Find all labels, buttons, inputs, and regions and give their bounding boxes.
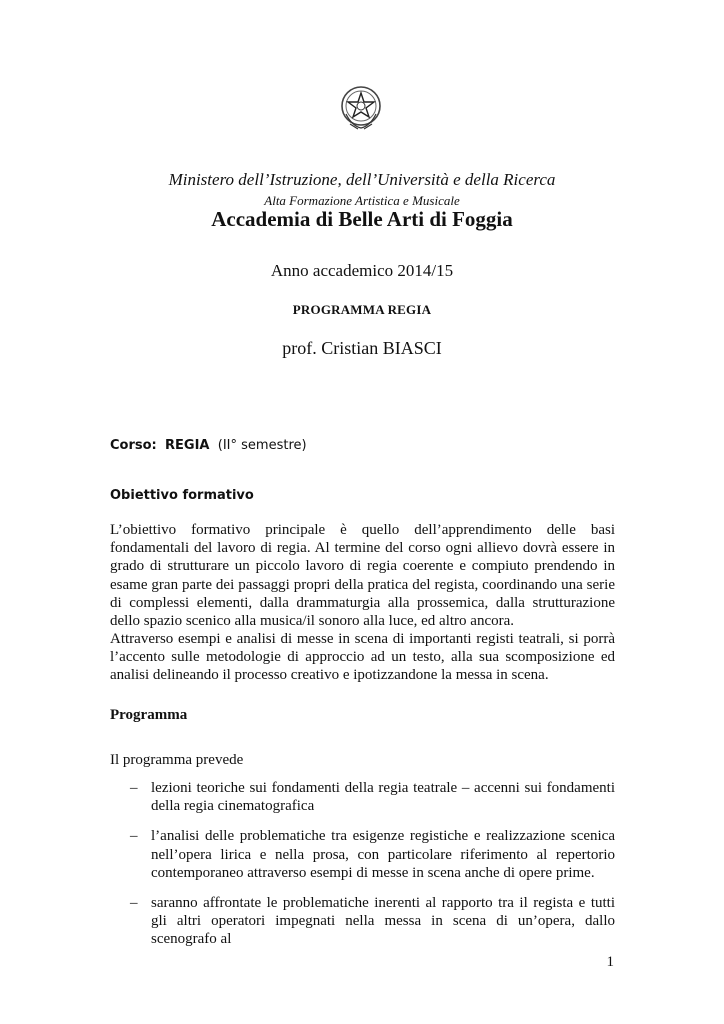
programma-heading: Programma [110,707,188,723]
programma-list [110,779,615,961]
objective-heading: Obiettivo formativo [110,488,254,503]
institution-subtitle: Alta Formazione Artistica e Musicale [264,193,460,208]
page-number: 1 [606,954,614,970]
list-item [110,827,615,882]
professor-name: prof. Cristian BIASCI [282,338,442,358]
course-name: REGIA [165,438,210,453]
bullet-dash: – [130,828,138,845]
list-item-text: l’analisi delle problematiche tra esigenze registiche e realizzazione scenica nell’opera lirica e nella prosa, con particolare riferimento al repertorio contemporaneo attraverso esempi di messe in scena anche di opere prime. [151,828,615,881]
bullet-dash: – [130,895,138,912]
list-item [110,894,615,949]
academic-year: Anno accademico 2014/15 [270,261,454,280]
course-semester: (II° semestre) [217,438,307,453]
list-item [110,779,615,815]
ministry-name: Ministero dell’Istruzione, dell’Università e della Ricerca [168,170,556,189]
programma-intro: Il programma prevede [110,752,244,768]
program-title: PROGRAMMA REGIA [292,302,432,317]
academy-title: Accademia di Belle Arti di Foggia [211,207,513,231]
emblem-icon [338,84,384,132]
objective-paragraph-2: Attraverso esempi e analisi di messe in scena di importanti registi teatrali, si porrà l’accento sulle metodologie di approccio ad un testo, alla sua scomposizione ed analisi delineando il processo creativo e ipotizzandone la messa in scena. [110,631,615,684]
list-item-text: lezioni teoriche sui fondamenti della regia teatrale – accenni sui fondamenti della regia cinematografica [151,780,615,815]
objective-paragraph-1: L’obiettivo formativo principale è quello dell’apprendimento delle basi fondamentali del lavoro di regia. Al termine del corso ogni allievo dovrà essere in grado di strutturare un piccolo lavoro di regia coerente e compiuto prendendo in esame gran parte dei passaggi propri della pratica del regista, coordinando una serie di complessi elementi, dalla drammaturgia alla prossemica, dalla strutturazione dello spazio scenico alla musica/il sonoro alla luce, ed altro ancora. [110,522,615,630]
list-item-text: saranno affrontate le problematiche inerenti al rapporto tra il regista e tutti gli altri operatori impegnati nella messa in scena di un’opera, dallo scenografo al [151,895,615,948]
bullet-dash: – [130,780,138,796]
course-label: Corso: [110,438,157,453]
course-line [110,438,307,453]
